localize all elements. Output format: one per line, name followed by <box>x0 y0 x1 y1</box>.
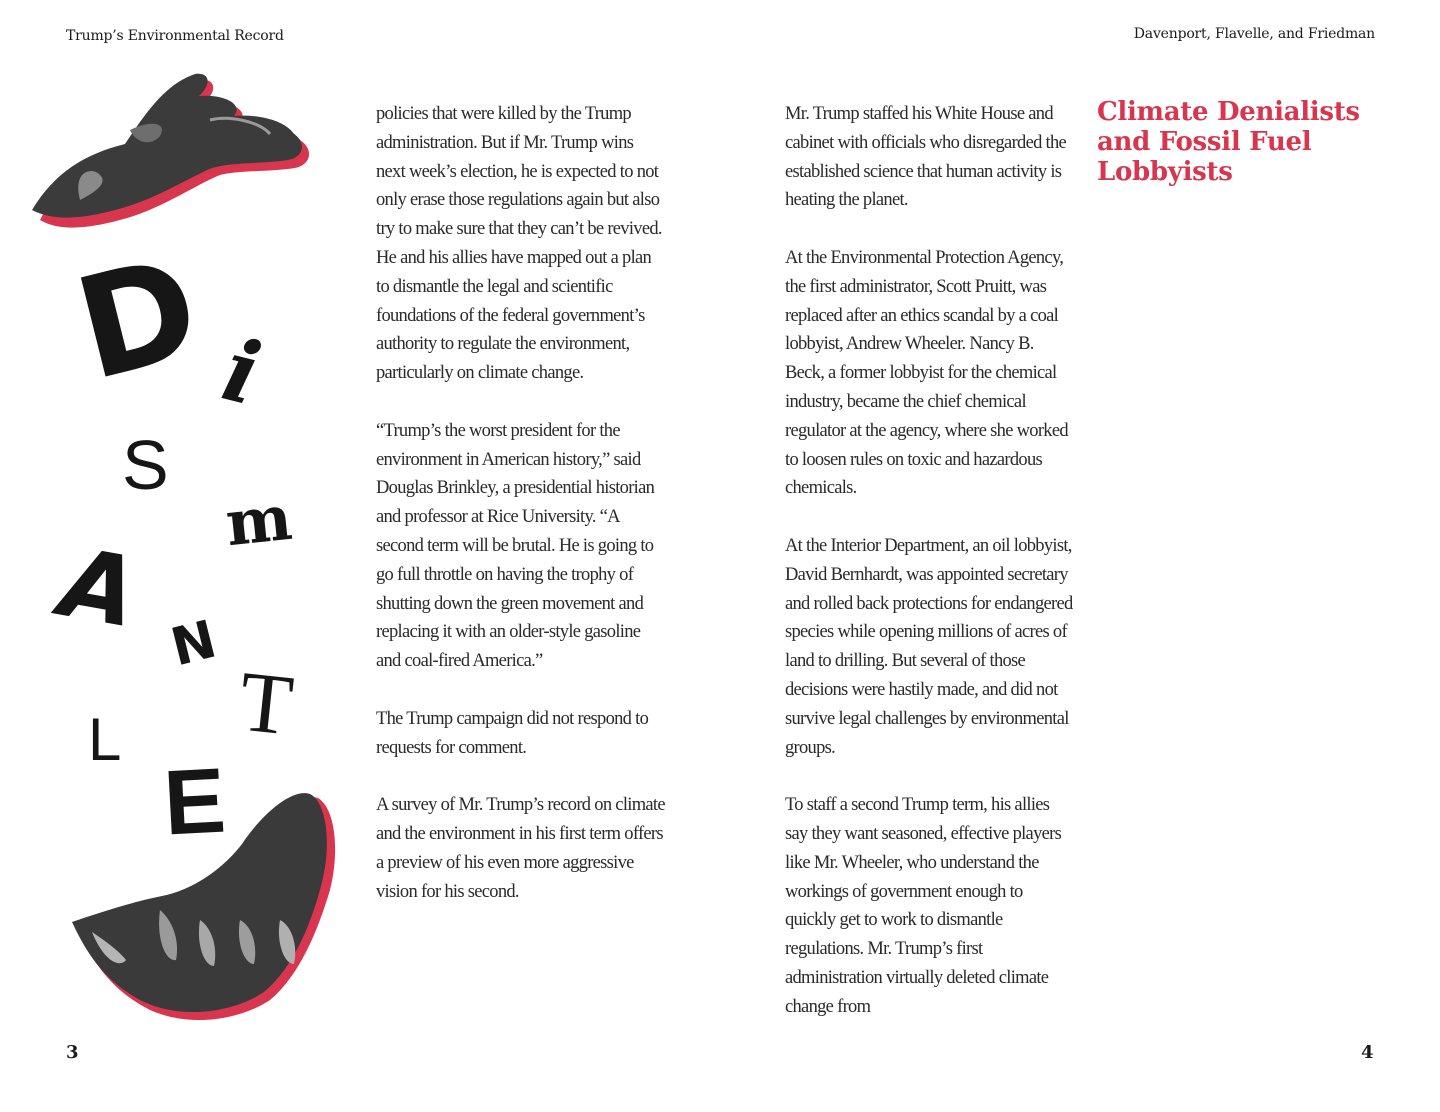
art-letter: m <box>222 480 296 561</box>
paragraph: At the Interior Department, an oil lobbyist, David Bernhardt, was appointed secretary and rolled back protections for endangered species while opening millions of acres of land to drilling. But several of those decisions were hastily made, and did not survive legal challenges by environmental groups. <box>785 535 1073 758</box>
art-letter: T <box>235 652 298 754</box>
body-column-right <box>785 100 1075 1050</box>
paragraph: A survey of Mr. Trump’s record on climate and the environment in his first term offers a preview of his even more aggressive vision for his second. <box>376 795 665 902</box>
art-letter: D <box>61 226 215 413</box>
page-number-left: 3 <box>66 1042 79 1063</box>
art-letter: E <box>161 749 229 855</box>
running-head-left: Trump’s Environmental Record <box>66 28 284 44</box>
section-heading: Climate Denialists and Fossil Fuel Lobbyists <box>1097 97 1360 187</box>
art-letter: A <box>52 526 146 650</box>
paragraph: The Trump campaign did not respond to requests for comment. <box>376 708 649 758</box>
art-letter: N <box>165 609 223 679</box>
paragraph: To staff a second Trump term, his allies say they want seasoned, effective players like Mr. Wheeler, who understand the workings of government enough to quickly get to work to dismantle regulations. Mr. Trump’s first administration virtually deleted climate change from <box>785 795 1062 1017</box>
paragraph: “Trump’s the worst president for the environment in American history,” said Douglas Brinkley, a presidential historian and professor at Rice University. “A second term will be brutal. He is going to go full throttle on having the trophy of shutting down the green movement and replacing it with an older-style gasoline and coal-fired America.” <box>376 420 655 672</box>
art-letter: L <box>88 706 122 773</box>
running-head-right: Davenport, Flavelle, and Friedman <box>1133 26 1375 42</box>
body-column-left <box>376 100 666 935</box>
art-letter: S <box>122 426 169 504</box>
top-hand-illustration <box>0 60 360 1040</box>
page-number-right: 4 <box>1361 1042 1374 1063</box>
paragraph: Mr. Trump staffed his White House and cabinet with officials who disregarded the established science that human activity is heating the planet. <box>785 104 1067 211</box>
paragraph: At the Environmental Protection Agency, the first administrator, Scott Pruitt, was replaced after an ethics scandal by a coal lobbyist, Andrew Wheeler. Nancy B. Beck, a former lobbyist for the chemical industry, became the chief chemical regulator at the agency, where she worked to loosen rules on toxic and hazardous chemicals. <box>785 247 1068 499</box>
paragraph: policies that were killed by the Trump administration. But if Mr. Trump wins next week’s election, he is expected to not only erase those regulations again but also try to make sure that they can’t be revived. He and his allies have mapped out a plan to dismantle the legal and scientific foundations of the federal government’s authority to regulate the environment, particularly on climate change. <box>376 104 662 384</box>
art-letter: i <box>213 319 270 426</box>
top-hand <box>32 74 309 228</box>
dismantle-artwork <box>0 60 360 1040</box>
